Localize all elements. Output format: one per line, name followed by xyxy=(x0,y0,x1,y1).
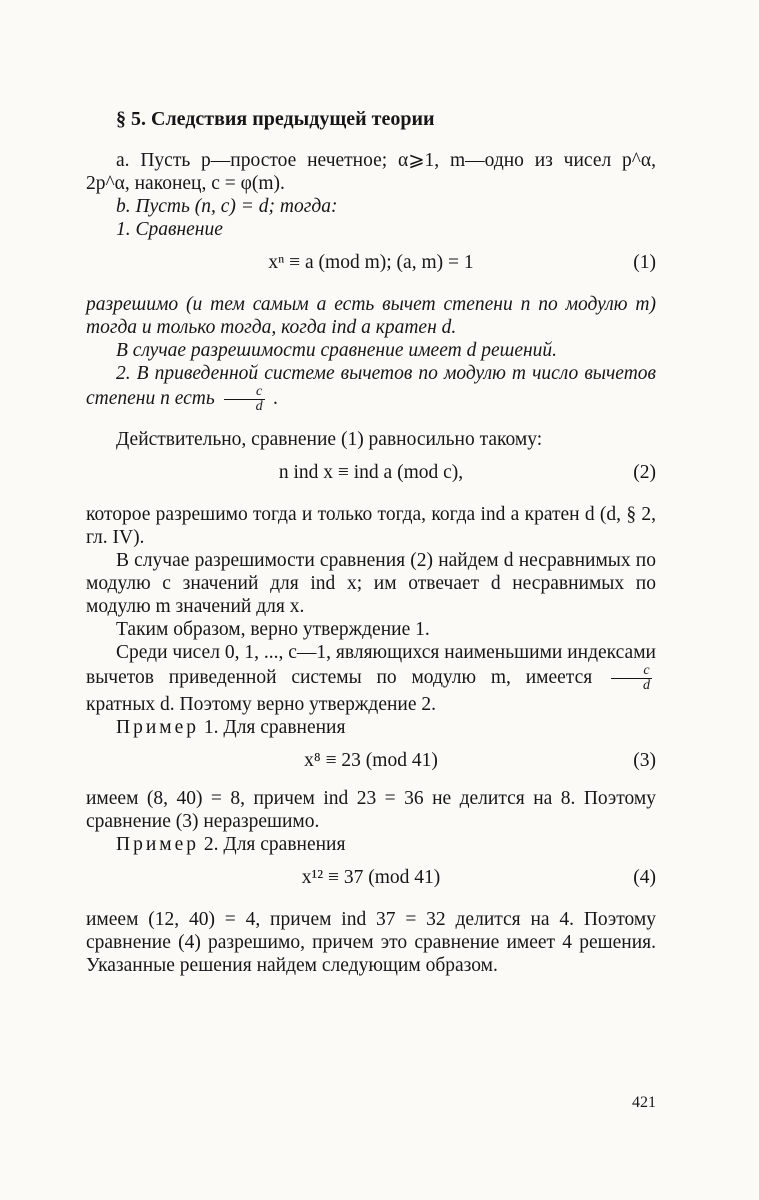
formula-2 xyxy=(86,457,656,489)
example-1-label: Пример xyxy=(116,717,200,738)
example-1-rest: 1. Для сравнения xyxy=(199,717,346,738)
paragraph-case: В случае разрешимости сравнение имеет d решений. xyxy=(116,340,558,361)
example-2-label: Пример xyxy=(116,834,200,855)
paragraph-b: b. Пусть (n, c) = d; тогда: xyxy=(116,196,338,217)
formula-2-expression: n ind x ≡ ind a (mod c), xyxy=(278,462,464,483)
item-2: 2. В приведенной системе вычетов по модулю m число вычетов степени n есть $\frac{c}{d}$ . xyxy=(86,363,656,414)
paragraph-among xyxy=(86,641,656,716)
formula-1-expression: xⁿ ≡ a (mod m); (a, m) = 1 xyxy=(268,252,474,273)
page-content xyxy=(86,108,656,977)
formula-4-expression: x¹² ≡ 37 (mod 41) xyxy=(301,867,441,888)
item-2-text: 2. В приведенной системе вычетов по модулю m число вычетов степени n есть xyxy=(86,363,656,409)
paragraph-example-1: имеем (8, 40) = 8, причем ind 23 = 36 не делится на 8. Поэтому сравнение (3) неразрешимо. xyxy=(86,788,656,832)
paragraph-indeed: Действительно, сравнение (1) равносильно такому: xyxy=(116,429,543,450)
formula-3-number: (3) xyxy=(633,750,656,771)
paragraph-among-end: кратных d. Поэтому верно утверждение 2. xyxy=(86,694,437,715)
page-number: 421 xyxy=(632,1094,656,1111)
fraction-numerator: c xyxy=(224,385,265,400)
formula-2-number: (2) xyxy=(633,462,656,483)
formula-3-expression: x⁸ ≡ 23 (mod 41) xyxy=(304,750,438,771)
paragraph-among-start: Среди чисел 0, 1, ..., c—1, являющихся наименьшими индексами вычетов приведенной системы по модулю m, имеется xyxy=(86,642,656,688)
paragraph-a: a. Пусть p—простое нечетное; α⩾1, m—одно из чисел p^α, 2p^α, наконец, c = φ(m). xyxy=(86,150,656,194)
paragraph-which: которое разрешимо тогда и только тогда, когда ind a кратен d (d, § 2, гл. IV). xyxy=(86,504,656,548)
formula-1-number: (1) xyxy=(633,252,656,273)
fraction-numerator-2: c xyxy=(611,664,652,679)
formula-4-number: (4) xyxy=(633,867,656,888)
item-1-label: 1. Сравнение xyxy=(116,219,223,240)
example-2-rest: 2. Для сравнения xyxy=(199,834,346,855)
fraction-denominator: d xyxy=(255,399,263,414)
example-1-heading xyxy=(86,716,656,739)
formula-3 xyxy=(86,745,656,777)
example-2-heading xyxy=(86,833,656,856)
section-heading: § 5. Следствия предыдущей теории xyxy=(116,108,435,130)
formula-1 xyxy=(86,247,656,279)
paragraph-example-2: имеем (12, 40) = 4, причем ind 37 = 32 делится на 4. Поэтому сравнение (4) разрешимо, причем это сравнение имеет 4 решения. Указанные решения найдем следующим образом. xyxy=(86,909,656,976)
paragraph-solvable: разрешимо (и тем самым a есть вычет степени n по модулю m) тогда и только тогда, когда ind a кратен d. xyxy=(86,294,656,338)
fraction-c-over-d-2 xyxy=(611,664,652,693)
paragraph-thus: Таким образом, верно утверждение 1. xyxy=(116,619,430,640)
formula-4 xyxy=(86,862,656,894)
fraction-denominator-2: d xyxy=(643,678,650,693)
paragraph-case-2: В случае разрешимости сравнения (2) найдем d несравнимых по модулю c значений для ind x; им отвечает d несравнимых по модулю m значений для x. xyxy=(86,550,656,617)
fraction-c-over-d xyxy=(224,385,265,414)
